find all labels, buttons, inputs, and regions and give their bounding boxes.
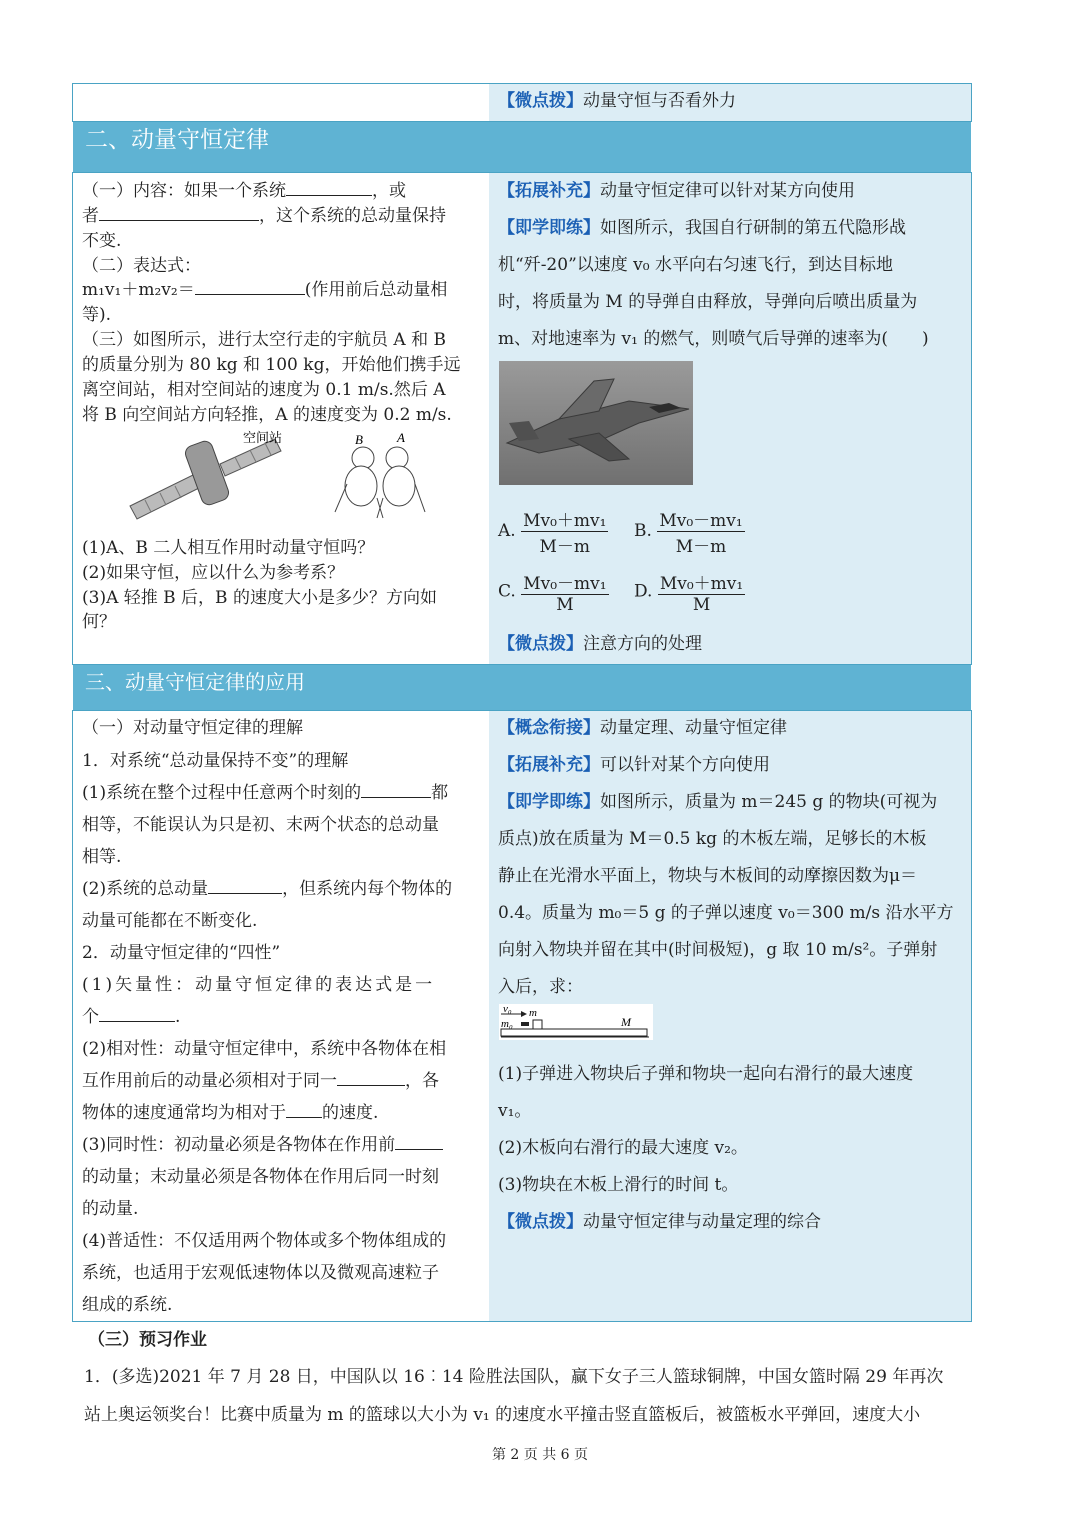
numerator: Mv₀＋mv₁ (521, 506, 608, 532)
note-text: 动量守恒与否看外力 (583, 91, 736, 111)
text: 组成的系统. (82, 1295, 173, 1315)
note-tag: 【拓展补充】 (498, 755, 600, 775)
blank (208, 892, 282, 894)
practice-text: 入后，求： (498, 977, 583, 997)
numerator: Mv₀＋mv₁ (658, 569, 745, 595)
denominator: M－m (539, 537, 591, 557)
blank (286, 1116, 322, 1118)
text: 都 (431, 783, 449, 803)
note-text: 动量守恒定律与动量定理的综合 (583, 1212, 821, 1232)
practice-text: 机“歼-20”以速度 v₀ 水平向右匀速飞行，到达目标地 (498, 255, 893, 275)
blank (337, 1084, 405, 1086)
option-label: C. (498, 581, 516, 602)
question-3-cont: 何？ (82, 612, 116, 632)
m0-label: m₀ (501, 1018, 513, 1030)
text: 个 (82, 1007, 99, 1027)
practice-text: 0.4。质量为 m₀＝5 g 的子弹以速度 v₀＝300 m/s 沿水平方 (498, 903, 954, 923)
blank (395, 1148, 443, 1150)
astronaut-b-label: B (355, 432, 363, 447)
section2-title-band (73, 122, 971, 172)
text: (1)矢量性：动量守恒定律的表达式是一 (82, 975, 436, 995)
section2-title: 二、动量守恒定律 (85, 127, 269, 153)
bullet-block-board-diagram (499, 1004, 653, 1040)
blank (99, 219, 259, 221)
note-text: 注意方向的处理 (583, 634, 702, 654)
problem-line: 将 B 向空间站方向轻推，A 的速度变为 0.2 m/s. (82, 405, 452, 425)
space-station (130, 439, 281, 519)
text: 相等. (82, 847, 122, 867)
top-row-note (498, 86, 736, 111)
homework-title: （三）预习作业 (88, 1330, 207, 1350)
text: (作用前后总动量相 (304, 280, 448, 300)
text: (1)系统在整个过程中任意两个时刻的 (82, 783, 362, 803)
option-fraction (521, 506, 608, 557)
astronauts (335, 447, 425, 518)
text: 的动量. (82, 1199, 139, 1219)
note-tag: 【微点拨】 (498, 91, 583, 111)
text: 系统，也适用于宏观低速物体以及微观高速粒子 (82, 1263, 439, 1283)
block (533, 1020, 542, 1029)
text: ，这个系统的总动量保持 (259, 206, 446, 226)
practice-text: 如图所示，质量为 m＝245 g 的物块(可视为 (600, 792, 938, 812)
note-tag: 【概念衔接】 (498, 718, 600, 738)
question-2: (2)木板向右滑行的最大速度 v₂。 (498, 1138, 748, 1158)
text: (3)同时性：初动量必须是各物体在作用前 (82, 1135, 396, 1155)
stealth-fighter-photo (499, 361, 693, 485)
option-label: B. (634, 521, 652, 541)
text: 者 (82, 206, 99, 226)
section3-title: 三、动量守恒定律的应用 (85, 670, 305, 694)
text: 相等，不能误认为只是初、末两个状态的总动量 (82, 815, 439, 835)
option-label: D. (634, 581, 653, 602)
homework-question-line: 1．(多选)2021 年 7 月 28 日，中国队以 16︰14 险胜法国队，赢下女子三人篮球铜牌，中国女篮时隔 29 年再次 (84, 1367, 944, 1387)
text: . (175, 1007, 181, 1027)
page-footer: 第 2 页 共 6 页 (491, 1447, 589, 1463)
question-1: (1)子弹进入物块后子弹和物块一起向右滑行的最大速度 (498, 1064, 914, 1084)
practice-text: 时，将质量为 M 的导弹自由释放，导弹向后喷出质量为 (498, 292, 918, 312)
option-fraction (658, 569, 745, 615)
practice-text: 向射入物块并留在其中(时间极短)，g 取 10 m/s²。子弹射 (498, 940, 938, 960)
numerator: Mv₀－mv₁ (657, 506, 744, 532)
problem-line: 离空间站，相对空间站的速度为 0.1 m/s.然后 A (82, 380, 446, 400)
blank (99, 1020, 175, 1022)
practice-tag: 【即学即练】 (498, 792, 600, 812)
text: 动量可能都在不断变化. (82, 911, 258, 931)
section3-title-band (73, 665, 971, 710)
subheading: 2．动量守恒定律的“四性” (82, 943, 281, 963)
astronaut-a-label: A (397, 430, 405, 445)
subheading: 1．对系统“总动量保持不变”的理解 (82, 751, 349, 771)
question-3: (3)A 轻推 B 后，B 的速度大小是多少？方向如 (82, 588, 437, 608)
station-label: 空间站 (243, 430, 283, 445)
v0-label: v₀ (503, 1004, 512, 1015)
option-d (634, 569, 745, 615)
M-label: M (621, 1015, 631, 1029)
question-1: (1)A、B 二人相互作用时动量守恒吗？ (82, 538, 375, 558)
blank (286, 194, 372, 196)
bullet (521, 1022, 529, 1026)
option-c (498, 569, 609, 615)
numerator: Mv₀－mv₁ (521, 569, 608, 595)
text: 的速度. (322, 1103, 379, 1123)
option-b (634, 506, 745, 557)
formula: m₁v₁＋m₂v₂＝ (82, 280, 195, 300)
text: 物体的速度通常均为相对于 (82, 1103, 286, 1123)
content-label: （一）内容：如果一个系统 (82, 181, 286, 201)
board (501, 1029, 647, 1036)
note-tag: 【拓展补充】 (498, 181, 600, 201)
denominator: M－m (675, 537, 727, 557)
m-label: m (529, 1007, 537, 1019)
practice-text: m、对地速率为 v₁ 的燃气，则喷气后导弹的速率为( ) (498, 329, 929, 349)
text: (2)相对性：动量守恒定律中，系统中各物体在相 (82, 1039, 447, 1059)
option-fraction (521, 569, 608, 615)
option-fraction (657, 506, 744, 557)
blank (361, 796, 431, 798)
problem-line: （三）如图所示，进行太空行走的宇航员 A 和 B (82, 330, 446, 350)
note-tag: 【微点拨】 (498, 1212, 583, 1232)
text: ，各 (405, 1071, 439, 1091)
practice-text: 质点)放在质量为 M＝0.5 kg 的木板左端，足够长的木板 (498, 829, 927, 849)
text: 等). (82, 305, 112, 325)
text: (2)系统的总动量 (82, 879, 209, 899)
note-tag: 【微点拨】 (498, 634, 583, 654)
question-3: (3)物块在木板上滑行的时间 t。 (498, 1175, 739, 1195)
practice-tag: 【即学即练】 (498, 218, 600, 238)
denominator: M (692, 595, 711, 615)
practice-text: 如图所示，我国自行研制的第五代隐形战 (600, 218, 906, 238)
denominator: M (556, 595, 574, 615)
option-a (498, 506, 608, 557)
practice-text: 静止在光滑水平面上，物块与木板间的动摩擦因数为μ＝ (498, 866, 918, 886)
blank (195, 293, 305, 295)
subheading: （一）对动量守恒定律的理解 (82, 718, 303, 738)
text: 互作用前后的动量必须相对于同一 (82, 1071, 337, 1091)
text: ，或 (372, 181, 406, 201)
note-text: 可以针对某个方向使用 (600, 755, 770, 775)
question-1-cont: v₁。 (498, 1101, 532, 1121)
text: (4)普适性：不仅适用两个物体或多个物体组成的 (82, 1231, 447, 1251)
problem-line: 的质量分别为 80 kg 和 100 kg，开始他们携手远 (82, 355, 461, 375)
text: 的动量；末动量必须是各物体在作用后同一时刻 (82, 1167, 439, 1187)
space-station-figure (125, 424, 465, 524)
question-2: (2)如果守恒，应以什么为参考系？ (82, 563, 345, 583)
note-text: 动量守恒定律可以针对某方向使用 (600, 181, 855, 201)
text: ，但系统内每个物体的 (282, 879, 453, 899)
expression-label: （二）表达式： (82, 256, 201, 276)
homework-question-line: 站上奥运领奖台！比赛中质量为 m 的篮球以大小为 v₁ 的速度水平撞击竖直篮板后，被篮板水平弹回，速度大小 (84, 1405, 921, 1425)
option-label: A. (498, 521, 516, 541)
note-text: 动量定理、动量守恒定律 (600, 718, 787, 738)
text: 不变. (82, 231, 122, 251)
